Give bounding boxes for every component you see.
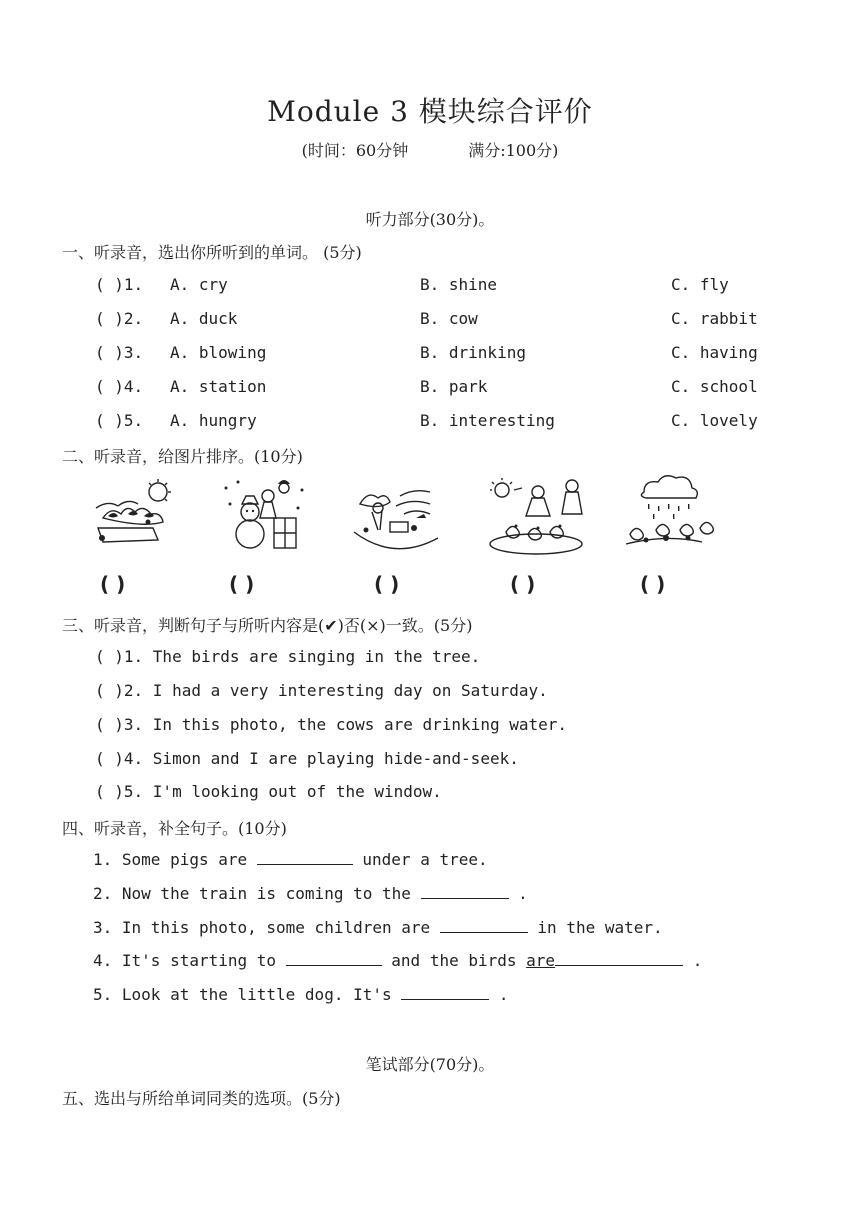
s4-item-5-blank[interactable] bbox=[401, 985, 489, 1000]
s4-item-5-text-pre: 5. Look at the little dog. It's bbox=[93, 985, 402, 1004]
s1-item-3-option-c: C. having bbox=[671, 343, 758, 362]
s1-item-2-option-a: A. duck bbox=[170, 309, 238, 328]
s4-item-4-text-post: . bbox=[683, 951, 703, 970]
s4-item-4-blank-1[interactable] bbox=[286, 951, 382, 966]
section1-heading: 一、听录音，选出你所听到的单词。 (5分) bbox=[62, 243, 362, 262]
s4-item-4-underlined-word: are bbox=[526, 951, 556, 970]
s4-item-1-text-pre: 1. Some pigs are bbox=[93, 850, 257, 869]
s4-item-2-text-post: . bbox=[508, 884, 528, 903]
s1-item-5-option-a: A. hungry bbox=[170, 411, 257, 430]
picture-2-answer-paren[interactable]: ( ) bbox=[229, 572, 255, 596]
children-and-ducks-picture bbox=[486, 474, 586, 558]
s1-item-1-num: ( )1. bbox=[95, 275, 144, 294]
listening-part-heading: 听力部分(30分)。 bbox=[365, 210, 495, 229]
s1-item-5-option-c: C. lovely bbox=[671, 411, 758, 430]
s1-item-4-option-a: A. station bbox=[170, 377, 267, 396]
s1-item-3-option-a: A. blowing bbox=[170, 343, 267, 362]
s4-item-4-text-mid: and the birds bbox=[381, 951, 527, 970]
writing-part-heading: 笔试部分(70分)。 bbox=[365, 1055, 495, 1074]
s4-item-3-blank[interactable] bbox=[440, 918, 528, 933]
exam-info bbox=[0, 138, 860, 161]
s4-item-3 bbox=[93, 918, 663, 937]
s3-item-1: ( )1. The birds are singing in the tree. bbox=[95, 647, 481, 666]
s4-item-3-text-post: in the water. bbox=[527, 918, 663, 937]
s4-item-3-text-pre: 3. In this photo, some children are bbox=[93, 918, 440, 937]
s1-item-4-option-c: C. school bbox=[671, 377, 758, 396]
exam-total-score: 满分:100分) bbox=[468, 141, 559, 160]
s4-item-1-text-post: under a tree. bbox=[352, 850, 488, 869]
s4-item-1 bbox=[93, 850, 488, 869]
s3-item-5: ( )5. I'm looking out of the window. bbox=[95, 782, 442, 801]
s1-item-4-option-b: B. park bbox=[420, 377, 488, 396]
s1-item-5-num: ( )5. bbox=[95, 411, 144, 430]
s1-item-2-option-b: B. cow bbox=[420, 309, 478, 328]
s4-item-2-blank[interactable] bbox=[421, 884, 509, 899]
ducks-in-sun-picture bbox=[88, 478, 183, 550]
s3-item-4: ( )4. Simon and I are playing hide-and-seek. bbox=[95, 749, 519, 768]
s4-item-4 bbox=[93, 951, 702, 970]
picture-4-answer-paren[interactable]: ( ) bbox=[510, 572, 536, 596]
s1-item-2-num: ( )2. bbox=[95, 309, 144, 328]
section5-heading: 五、选出与所给单词同类的选项。(5分) bbox=[62, 1089, 341, 1108]
page-title: Module 3 模块综合评价 bbox=[267, 95, 593, 128]
s1-item-3-option-b: B. drinking bbox=[420, 343, 526, 362]
s3-item-3: ( )3. In this photo, the cows are drinking water. bbox=[95, 715, 568, 734]
s4-item-4-text-pre: 4. It's starting to bbox=[93, 951, 286, 970]
s4-item-5-text-post: . bbox=[489, 985, 509, 1004]
section4-heading: 四、听录音，补全句子。(10分) bbox=[62, 819, 287, 838]
s4-item-5 bbox=[93, 985, 509, 1004]
s1-item-2-option-c: C. rabbit bbox=[671, 309, 758, 328]
picture-3-answer-paren[interactable]: ( ) bbox=[374, 572, 400, 596]
s1-item-4-num: ( )4. bbox=[95, 377, 144, 396]
s4-item-2-text-pre: 2. Now the train is coming to the bbox=[93, 884, 421, 903]
section3-heading: 三、听录音，判断句子与所听内容是(✔)否(×)一致。(5分) bbox=[62, 616, 473, 635]
s1-item-5-option-b: B. interesting bbox=[420, 411, 555, 430]
s1-item-1-option-c: C. fly bbox=[671, 275, 729, 294]
s4-item-2 bbox=[93, 884, 528, 903]
picture-1-answer-paren[interactable]: ( ) bbox=[100, 572, 126, 596]
s1-item-3-num: ( )3. bbox=[95, 343, 144, 362]
windy-picnic-picture bbox=[350, 482, 442, 554]
s1-item-1-option-a: A. cry bbox=[170, 275, 228, 294]
exam-time: (时间：60分钟 bbox=[301, 141, 409, 160]
snowman-picture bbox=[218, 478, 308, 552]
s4-item-1-blank[interactable] bbox=[257, 850, 353, 865]
s1-item-1-option-b: B. shine bbox=[420, 275, 498, 294]
rainy-ducks-picture bbox=[622, 474, 722, 552]
section2-heading: 二、听录音，给图片排序。(10分) bbox=[62, 447, 303, 466]
s4-item-4-blank-2[interactable] bbox=[555, 951, 683, 966]
s3-item-2: ( )2. I had a very interesting day on Saturday. bbox=[95, 681, 548, 700]
picture-5-answer-paren[interactable]: ( ) bbox=[640, 572, 666, 596]
